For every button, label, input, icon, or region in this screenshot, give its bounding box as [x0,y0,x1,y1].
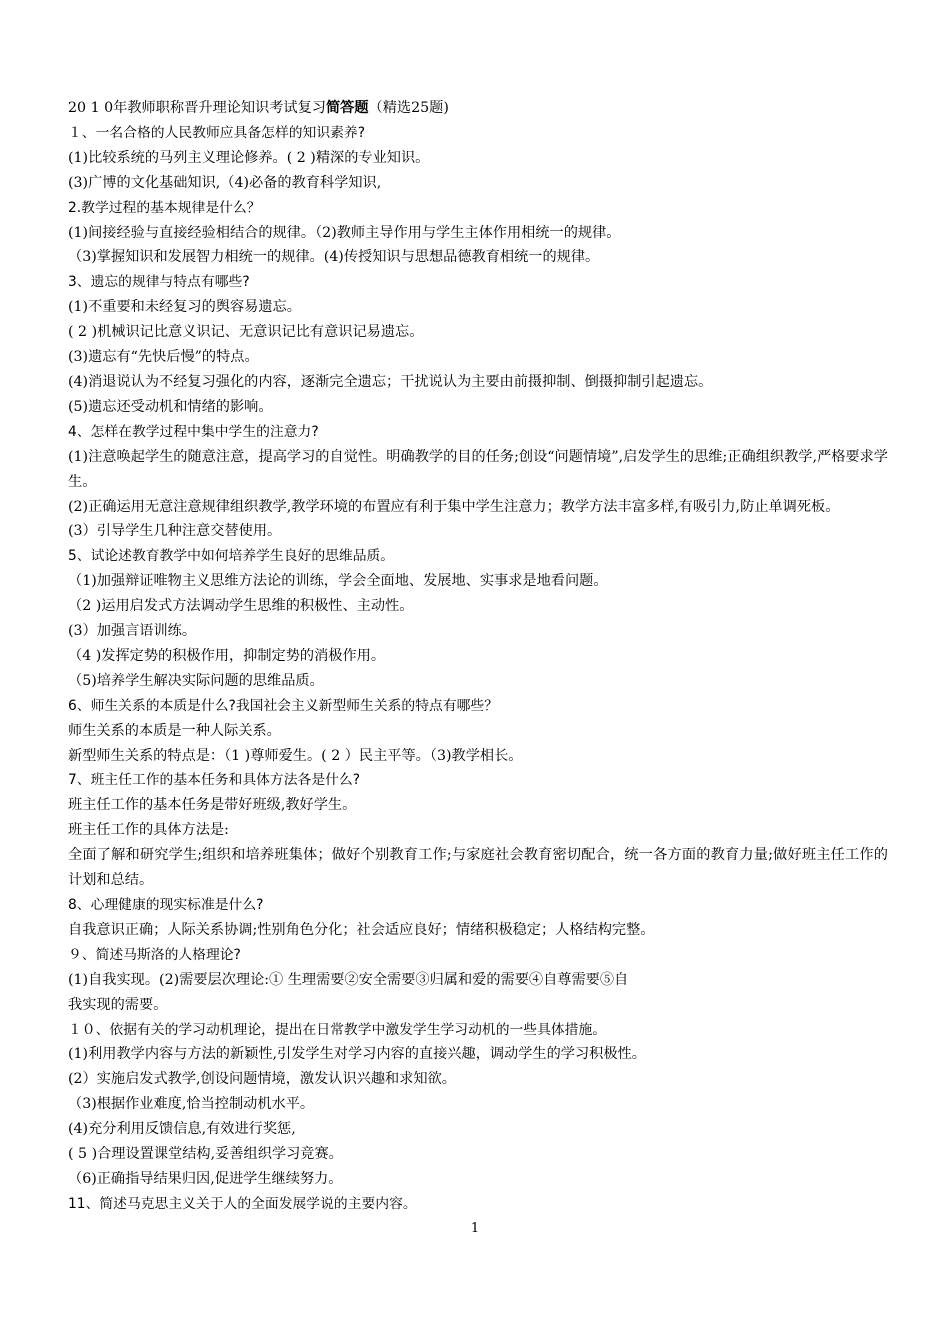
answer-line: (3)遗忘有“先快后慢”的特点。 [68,349,259,366]
answer-line: (3)广博的文化基础知识,（4)必备的教育科学知识, [68,174,382,191]
answer-line: 班主任工作的基本任务是带好班级,教好学生。 [68,797,357,814]
question-9: ９、简述马斯洛的人格理论? [68,946,241,963]
question-10: １０、依据有关的学习动机理论，提出在日常教学中激发学生学习动机的一些具体措施。 [68,1021,607,1038]
title-prefix: 20 1 0年教师职称晋升理论知识考试复习 [68,100,326,116]
question-6: 6、师生关系的本质是什么?我国社会主义新型师生关系的特点有哪些？ [68,697,499,714]
answer-paragraph: (2)正确运用无意注意规律组织教学,教学环境的布置应有利于集中学生注意力；教学方法丰富多样,有吸引力,防止单调死板。 [68,498,840,515]
answer-line: (2）实施启发式教学,创设问题情境，激发认识兴趣和求知欲。 [68,1071,456,1088]
answer-line: （2 )运用启发式方法调动学生思维的积极性、主动性。 [68,598,414,615]
answer-line: 新型师生关系的特点是：（1 )尊师爱生。( 2 ）民主平等。（3)教学相长。 [68,747,523,764]
answer-line: （5)培养学生解决实际问题的思维品质。 [68,672,324,689]
question-1: １、一名合格的人民教师应具备怎样的知识素养? [68,124,366,141]
answer-paragraph: (1)注意唤起学生的随意注意，提高学习的自觉性。明确教学的目的任务;创设“问题情境”,启发学生的思维;正确组织教学,严格要求学生。 [68,448,888,490]
answer-line: 师生关系的本质是一种人际关系。 [68,722,281,739]
question-8: 8、心理健康的现实标准是什么? [68,897,264,913]
answer-line: (3）引导学生几种注意交替使用。 [68,523,282,540]
document-title [68,96,888,121]
answer-line: ( 5 )合理设置课堂结构,妥善组织学习竞赛。 [68,1146,343,1163]
answer-line: (4)消退说认为不经复习强化的内容，逐渐完全遗忘；干扰说认为主要由前摄抑制、倒摄抑制引起遗忘。 [68,373,713,390]
answer-paragraph: 全面了解和研究学生;组织和培养班集体；做好个别教育工作;与家庭社会教育密切配合，统一各方面的教育力量;做好班主任工作的计划和总结。 [68,847,888,889]
answer-line: (1)利用教学内容与方法的新颖性,引发学生对学习内容的直接兴趣，调动学生的学习积极性。 [68,1046,646,1063]
question-5: 5、试论述教育教学中如何培养学生良好的思维品质。 [68,548,395,565]
answer-line: (4)充分利用反馈信息,有效进行奖惩, [68,1121,296,1138]
answer-line: (1)不重要和未经复习的舆容易遗忘。 [68,299,301,316]
answer-line: (1)比较系统的马列主义理论修养。( 2 )精深的专业知识。 [68,149,430,166]
question-7: 7、班主任工作的基本任务和具体方法各是什么? [68,772,361,789]
question-11: 11、简述马克思主义关于人的全面发展学说的主要内容。 [68,1195,417,1212]
answer-line: ( 2 )机械识记比意义识记、无意识记比有意识记易遗忘。 [68,324,424,341]
title-bold: 简答题 [325,100,369,116]
answer-line: （3)掌握知识和发展智力相统一的规律。(4)传授知识与思想品德教育相统一的规律。 [68,249,600,266]
answer-line: （3)根据作业难度,恰当控制动机水平。 [68,1096,315,1113]
answer-line: (3）加强言语训练。 [68,623,197,640]
answer-line: 班主任工作的具体方法是: [68,822,229,839]
answer-line: (1)间接经验与直接经验相结合的规律。（2)教师主导作用与学生主体作用相统一的规律。 [68,224,621,241]
answer-line: (5)遗忘还受动机和情绪的影响。 [68,398,273,415]
answer-line: （4 )发挥定势的积极作用，抑制定势的消极作用。 [68,647,386,664]
question-2: 2.教学过程的基本规律是什么？ [68,199,261,216]
question-3: 3、遗忘的规律与特点有哪些? [68,274,250,291]
document-body [68,96,888,1217]
answer-line: （1)加强辩证唯物主义思维方法论的训练，学会全面地、发展地、实事求是地看问题。 [68,573,608,590]
answer-line: （6)正确指导结果归因,促进学生继续努力。 [68,1170,343,1187]
answer-line: 我实现的需要。 [68,996,168,1013]
title-suffix: （精选25题) [368,100,449,116]
question-4: 4、怎样在教学过程中集中学生的注意力? [68,423,319,440]
answer-line: (1)自我实现。(2)需要层次理论:① 生理需要②安全需要③归属和爱的需要④自尊需要⑤自 [68,971,629,988]
page-number: 1 [470,1221,480,1236]
answer-line: 自我意识正确；人际关系协调;性别角色分化；社会适应良好；情绪积极稳定；人格结构完整。 [68,921,655,938]
